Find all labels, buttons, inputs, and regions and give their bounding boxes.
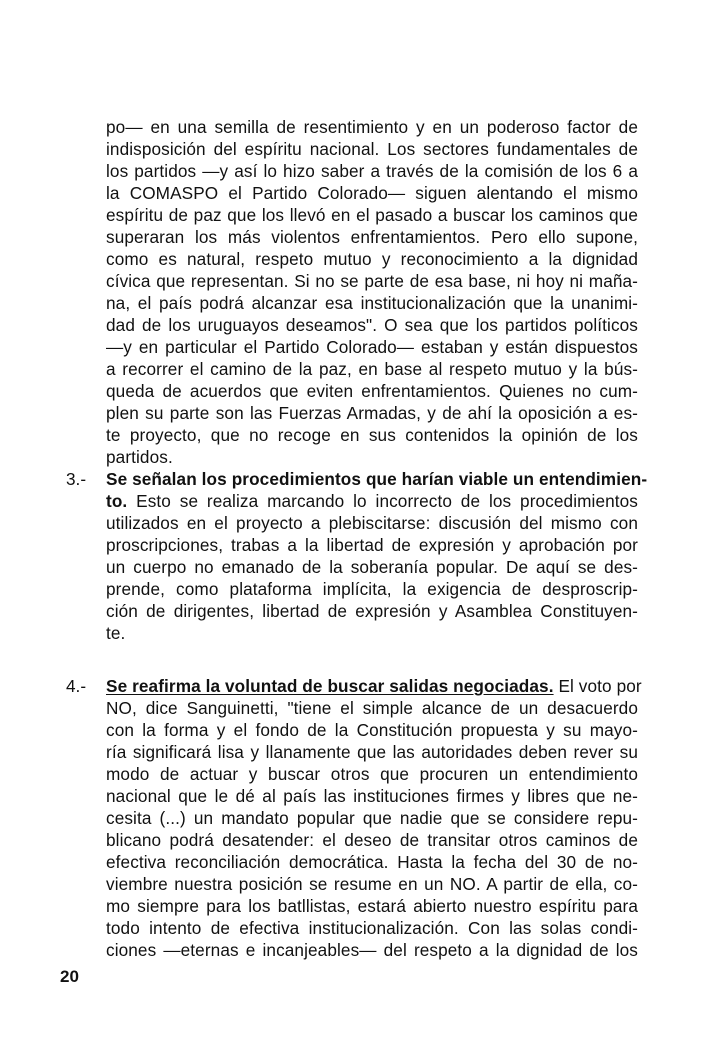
text-line: efectiva reconciliación democrática. Hasta la fecha del 30 de no- [106, 852, 638, 872]
text-line: todo intento de efectiva institucionalización. Con las solas condi- [106, 918, 638, 938]
text-line: los partidos —y así lo hizo saber a través de la comisión de los 6 a [106, 161, 638, 181]
text-line: queda de acuerdos que eviten enfrentamientos. Quienes no cum- [106, 381, 638, 401]
text-line: ción de dirigentes, libertad de expresión y Asamblea Constituyen- [106, 601, 638, 621]
page-number: 20 [60, 967, 79, 986]
text-line: nacional que le dé al país las instituciones firmes y libres que ne- [106, 786, 638, 806]
text-line: superaran los más violentos enfrentamientos. Pero ello supone, [106, 227, 638, 247]
text-line: ría significará lisa y llanamente que las autoridades deben rever su [106, 742, 638, 762]
item-3-line-2-text: Esto se realiza marcando lo incorrecto de los procedimientos [127, 491, 638, 511]
text-line: te. [106, 623, 126, 643]
text-line: a recorrer el camino de la paz, en base al respeto mutuo y la bús- [106, 359, 638, 379]
text-line: un cuerpo no emanado de la soberanía popular. De aquí se des- [106, 557, 638, 577]
item-4-line-1-text: El voto por [553, 676, 642, 696]
text-line: blicano podrá desatender: el deseo de transitar otros caminos de [106, 830, 638, 850]
text-line: utilizados en el proyecto a plebiscitarse: discusión del mismo con [106, 513, 638, 533]
text-line: na, el país podrá alcanzar esa institucionalización que la unanimi- [106, 293, 638, 313]
item-3-heading-line-2: to. [106, 491, 128, 511]
text-line: prende, como plataforma implícita, la exigencia de desproscrip- [106, 579, 638, 599]
item-3-line-2 [106, 490, 638, 512]
text-line: indisposición del espíritu nacional. Los sectores fundamentales de [106, 139, 638, 159]
item-4-line-1 [106, 675, 642, 697]
text-line: la COMASPO el Partido Colorado— siguen alentando el mismo [106, 183, 638, 203]
text-line: plen su parte son las Fuerzas Armadas, y de ahí la oposición a es- [106, 403, 638, 423]
item-4-heading: Se reafirma la voluntad de buscar salidas negociadas. [106, 676, 554, 696]
text-line: como es natural, respeto mutuo y reconocimiento a la dignidad [106, 249, 638, 269]
text-line: con la forma y el fondo de la Constitución propuesta y su mayo- [106, 720, 638, 740]
text-line: ciones —eternas e incanjeables— del respeto a la dignidad de los [106, 940, 638, 960]
text-line: mo siempre para los batllistas, estará abierto nuestro espíritu para [106, 896, 638, 916]
text-line: po— en una semilla de resentimiento y en un poderoso factor de [106, 117, 638, 137]
text-line: cesita (...) un mandato popular que nadie que se considere repu- [106, 808, 638, 828]
text-line: te proyecto, que no recoge en sus contenidos la opinión de los [106, 425, 638, 445]
text-line: proscripciones, trabas a la libertad de expresión y aprobación por [106, 535, 638, 555]
text-line: viembre nuestra posición se resume en un NO. A partir de ella, co- [106, 874, 638, 894]
text-line: cívica que representan. Si no se parte de esa base, ni hoy ni maña- [106, 271, 638, 291]
item-4-number: 4.- [66, 676, 87, 696]
item-3-heading-line-1: Se señalan los procedimientos que harían viable un entendimien- [106, 469, 648, 489]
text-line: partidos. [106, 447, 173, 467]
text-line: dad de los uruguayos deseamos". O sea que los partidos políticos [106, 315, 638, 335]
item-3-number: 3.- [66, 469, 87, 489]
text-line: —y en particular el Partido Colorado— estaban y están dispuestos [106, 337, 638, 357]
text-line: espíritu de paz que los llevó en el pasado a buscar los caminos que [106, 205, 638, 225]
text-line: NO, dice Sanguinetti, "tiene el simple alcance de un desacuerdo [106, 698, 638, 718]
text-line: modo de actuar y buscar otros que procuren un entendimiento [106, 764, 638, 784]
